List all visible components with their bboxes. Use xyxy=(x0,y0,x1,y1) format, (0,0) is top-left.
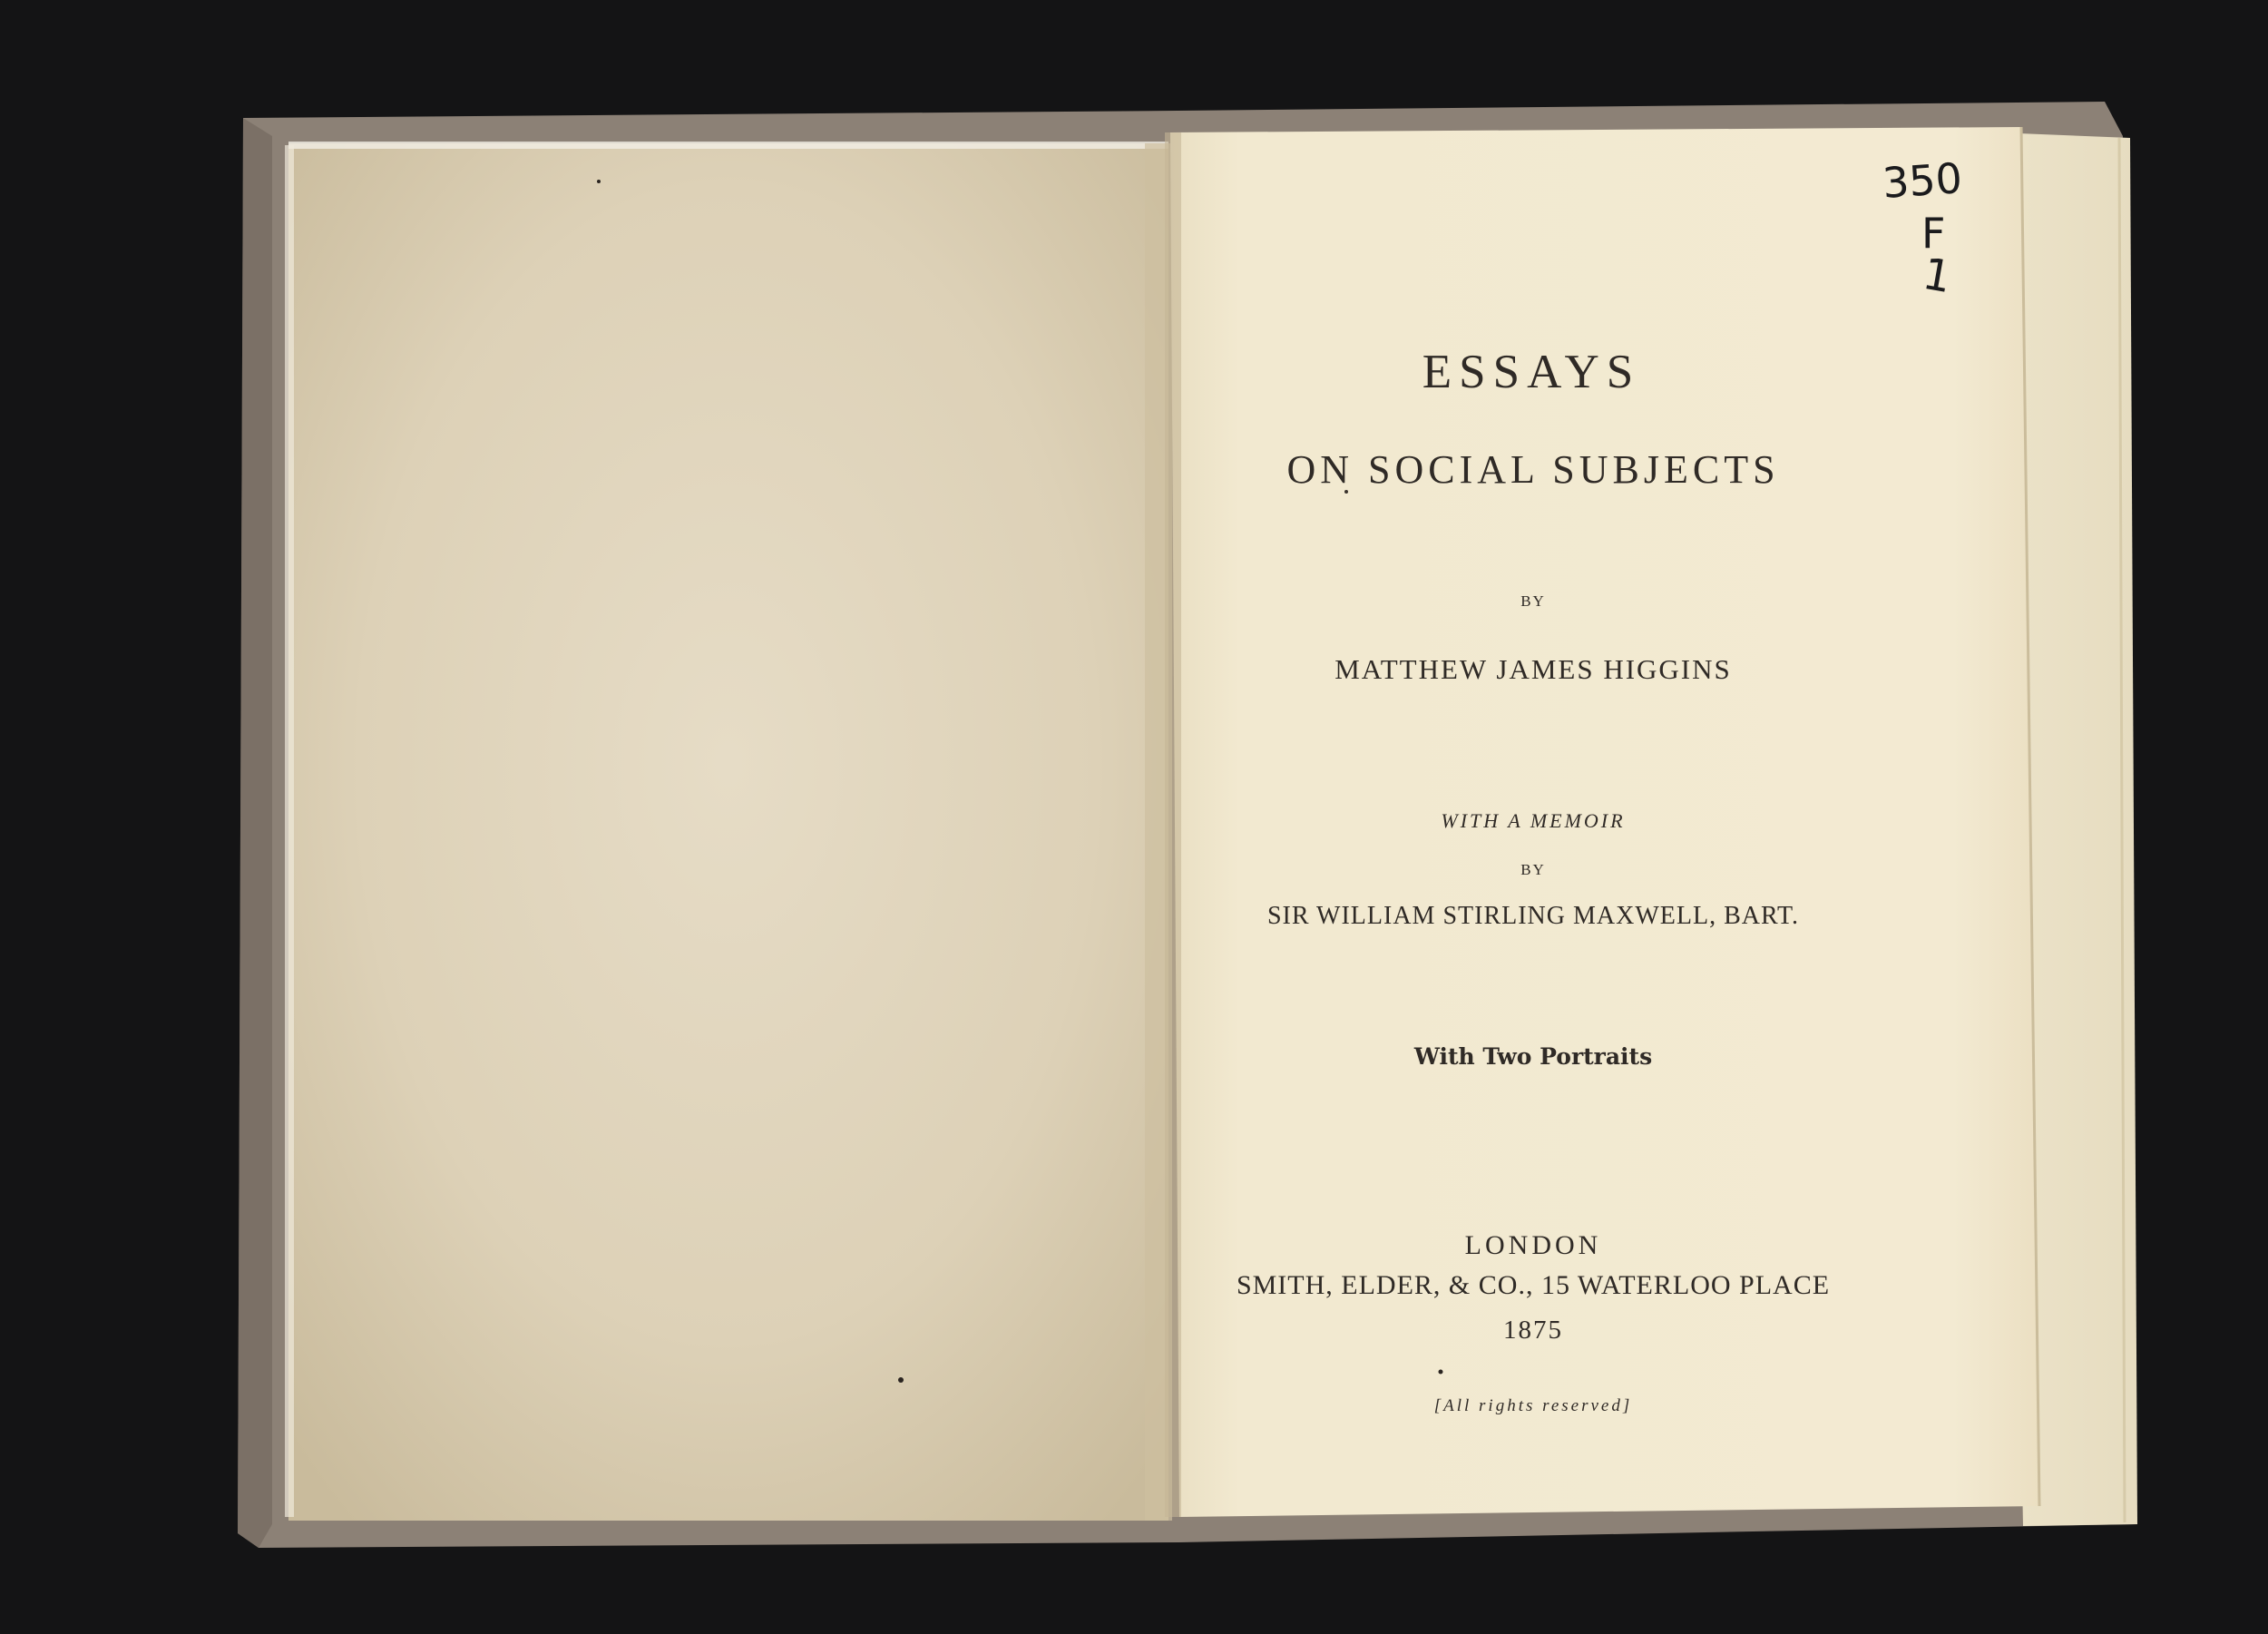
book-title: ESSAYS xyxy=(1422,346,1641,398)
portraits-note: With Two Portraits xyxy=(1413,1043,1653,1070)
memoir-author: SIR WILLIAM STIRLING MAXWELL, BART. xyxy=(1266,902,1799,930)
publication-city: LONDON xyxy=(1464,1230,1602,1260)
handwritten-shelfmark-number: 350 xyxy=(1881,153,1964,208)
by-label-2: BY xyxy=(1520,861,1546,878)
publisher: SMITH, ELDER, & CO., 15 WATERLOO PLACE xyxy=(1236,1270,1831,1300)
memoir-line: WITH A MEMOIR xyxy=(1441,809,1626,832)
author-name: MATTHEW JAMES HIGGINS xyxy=(1334,653,1732,685)
publication-year: 1875 xyxy=(1503,1316,1563,1345)
handwritten-shelfmark-digit: 1 xyxy=(1919,248,1956,304)
by-label: BY xyxy=(1520,592,1546,610)
book-subtitle: ON SOCIAL SUBJECTS xyxy=(1286,447,1780,492)
handwritten-shelfmark-letter: F xyxy=(1921,209,1946,258)
rights-notice: [All rights reserved] xyxy=(1433,1396,1633,1415)
